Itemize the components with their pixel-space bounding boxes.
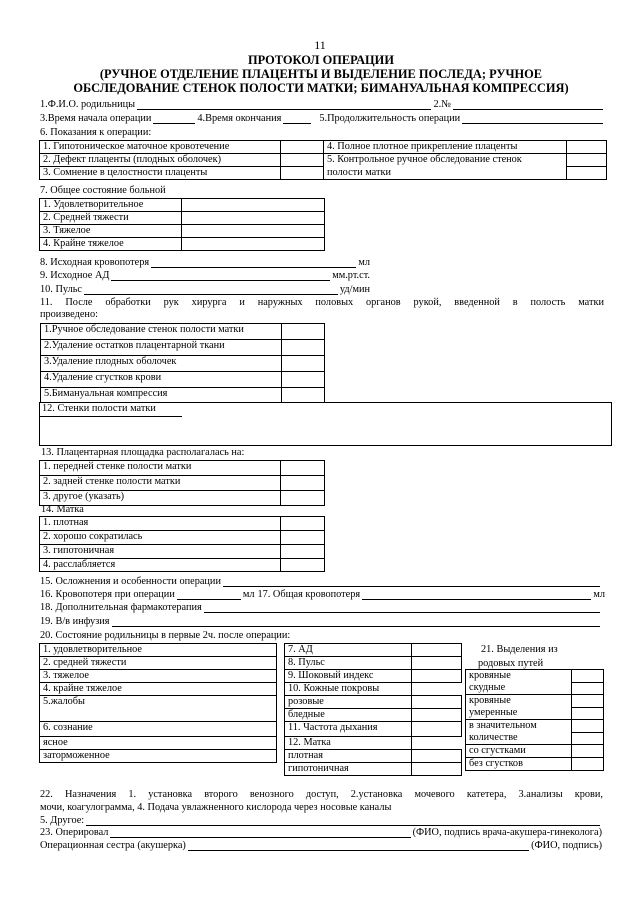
total-blood-loss-unit: мл — [593, 589, 605, 600]
surgeon-field[interactable] — [110, 828, 410, 838]
discharge-3b: количестве — [466, 732, 572, 745]
initial-bp-label: 9. Исходное АД — [40, 270, 110, 281]
skin-label: 10. Кожные покровы — [285, 683, 412, 696]
nurse-row — [40, 840, 602, 851]
discharge-2a: кровяные — [466, 695, 572, 708]
start-time-field[interactable] — [153, 114, 195, 124]
indication-5: 5. Контрольное ручное обследование стенок — [324, 154, 567, 167]
uterus-firm: плотная — [285, 750, 412, 763]
uterine-walls-label: 12. Стенки полости матки — [42, 403, 156, 414]
fio-field[interactable] — [137, 100, 431, 110]
placental-site-1-cell[interactable] — [281, 461, 325, 476]
uterus-2-cell[interactable] — [281, 531, 325, 545]
form-title: ПРОТОКОЛ ОПЕРАЦИИ — [248, 53, 394, 67]
uterus-3-cell[interactable] — [281, 545, 325, 559]
placental-site-label: 13. Плацентарная площадка располагалась на: — [41, 447, 245, 458]
uterus-1: 1. плотная — [40, 517, 281, 531]
state-2: 2. Средней тяжести — [40, 212, 182, 225]
discharge-1b: скудные — [466, 682, 572, 695]
discharge-2b: умеренные — [466, 707, 572, 720]
complications-row — [40, 576, 602, 587]
shock-index-label: 9. Шоковый индекс — [285, 670, 412, 683]
op-blood-loss-field[interactable] — [177, 590, 241, 600]
page-number: 11 — [314, 38, 326, 52]
procedure-2-cell[interactable] — [282, 340, 325, 356]
other-field[interactable] — [86, 816, 600, 826]
procedure-3-cell[interactable] — [282, 356, 325, 372]
postop-state-1: 1. удовлетворительное — [40, 644, 277, 657]
discharge-clots: со сгустками — [466, 745, 572, 758]
surgeon-label: 23. Оперировал — [40, 827, 109, 838]
general-state-label: 7. Общее состояние больной — [40, 185, 166, 196]
shock-index-cell[interactable] — [412, 670, 462, 683]
initial-bp-field[interactable] — [111, 271, 330, 281]
skin-pale: бледные — [285, 709, 412, 722]
op-blood-loss-unit: мл — [242, 589, 255, 600]
nurse-label: Операционная сестра (акушерка) — [40, 840, 186, 851]
uterus-table — [39, 516, 325, 572]
consciousness-clear: ясное — [40, 737, 277, 750]
postop-bp-cell[interactable] — [412, 644, 462, 657]
uterus-hypotonic-cell[interactable] — [412, 763, 462, 776]
skin-pink-cell[interactable] — [412, 696, 462, 709]
indication-1-cell[interactable] — [281, 141, 324, 154]
discharge-2b-cell[interactable] — [572, 707, 604, 720]
procedure-1-cell[interactable] — [282, 324, 325, 340]
form-subtitle-1: (РУЧНОЕ ОТДЕЛЕНИЕ ПЛАЦЕНТЫ И ВЫДЕЛЕНИЕ ПОСЛЕДА; РУЧНОЕ — [99, 67, 543, 81]
infusion-field[interactable] — [112, 617, 600, 627]
section-11-text: 11. После обработки рук хирурга и наружных половых органов рукой, введенной в полость матки — [40, 297, 604, 308]
postop-state-3: 3. тяжелое — [40, 670, 277, 683]
nurse-note: (ФИО, подпись) — [531, 840, 602, 851]
discharge-3-cell[interactable] — [572, 720, 604, 733]
uterine-walls-label-line — [39, 416, 182, 417]
duration-label: 5.Продолжительность операции — [319, 113, 461, 124]
postop-pulse-cell[interactable] — [412, 657, 462, 670]
pharmacotherapy-field[interactable] — [204, 603, 600, 613]
discharge-table — [465, 669, 604, 771]
op-blood-loss-label: 16. Кровопотеря при операции — [40, 589, 175, 600]
discharge-label-1: 21. Выделения из — [481, 644, 558, 655]
start-time-label: 3.Время начала операции — [40, 113, 152, 124]
pulse-label: 10. Пульс — [40, 284, 82, 295]
indications-label: 6. Показания к операции: — [40, 127, 152, 138]
surgeon-row — [40, 827, 602, 838]
complications-label: 15. Осложнения и особенности операции — [40, 576, 221, 587]
discharge-no-clots: без сгустков — [466, 758, 572, 771]
general-state-table — [39, 198, 325, 251]
skin-pale-cell[interactable] — [412, 709, 462, 722]
procedure-4-cell[interactable] — [282, 372, 325, 388]
placental-site-2-cell[interactable] — [281, 476, 325, 491]
pulse-row — [40, 284, 370, 295]
resp-rate-cell[interactable] — [412, 722, 462, 737]
state-4-cell[interactable] — [182, 238, 325, 251]
pharmacotherapy-label: 18. Дополнительная фармакотерапия — [40, 602, 202, 613]
state-3: 3. Тяжелое — [40, 225, 182, 238]
fio-label: 1.Ф.И.О. родильницы — [40, 99, 136, 110]
indication-5b-cell[interactable] — [567, 167, 607, 180]
indication-2-cell[interactable] — [281, 154, 324, 167]
placental-site-2: 2. задней стенке полости матки — [40, 476, 281, 491]
postop-state-table — [39, 643, 462, 776]
surgeon-note: (ФИО, подпись врача-акушера-гинеколога) — [412, 827, 602, 838]
uterus-label: 14. Матка — [41, 504, 84, 515]
consciousness-label: 6. сознание — [40, 722, 277, 737]
uterus-3: 3. гипотоничная — [40, 545, 281, 559]
procedure-5: 5.Бимануальная компрессия — [41, 388, 282, 403]
skin-pink: розовые — [285, 696, 412, 709]
number-label: 2.№ — [433, 99, 451, 110]
uterus-1-cell[interactable] — [281, 517, 325, 531]
procedure-1: 1.Ручное обследование стенок полости матки — [41, 324, 282, 340]
indication-3: 3. Сомнение в целостности плаценты — [40, 167, 281, 180]
procedures-table — [40, 323, 325, 403]
initial-blood-loss-field[interactable] — [151, 258, 356, 268]
state-1: 1. Удовлетворительное — [40, 199, 182, 212]
postop-state-4: 4. крайне тяжелое — [40, 683, 277, 696]
section-11-text-2: произведено: — [40, 309, 98, 320]
postop-state-2: 2. средней тяжести — [40, 657, 277, 670]
state-2-cell[interactable] — [182, 212, 325, 225]
fio-row — [40, 99, 605, 110]
time-row — [40, 113, 605, 124]
end-time-label: 4.Время окончания — [197, 113, 282, 124]
discharge-1a: кровяные — [466, 670, 572, 683]
state-1-cell[interactable] — [182, 199, 325, 212]
number-field[interactable] — [453, 100, 603, 110]
uterus-label-20: 12. Матка — [285, 737, 412, 750]
nurse-field[interactable] — [188, 841, 529, 851]
other-row — [40, 815, 602, 826]
prescriptions-text: 22. Назначения 1. установка второго венозного доступ, 2.установка мочевого катетера, 3.анализы крови, — [40, 789, 603, 800]
uterus-2: 2. хорошо сократилась — [40, 531, 281, 545]
discharge-2-cell[interactable] — [572, 695, 604, 708]
total-blood-loss-field[interactable] — [362, 590, 591, 600]
uterus-firm-cell[interactable] — [412, 750, 462, 763]
initial-blood-loss-unit: мл — [358, 257, 370, 268]
uterus-4-cell[interactable] — [281, 559, 325, 572]
discharge-clots-cell[interactable] — [572, 745, 604, 758]
procedure-5-cell[interactable] — [282, 388, 325, 403]
complaints-label: 5.жалобы — [40, 696, 277, 709]
procedure-2: 2.Удаление остатков плацентарной ткани — [41, 340, 282, 356]
uterus-4: 4. расслабляется — [40, 559, 281, 572]
discharge-label-2: родовых путей — [478, 658, 544, 669]
infusion-row — [40, 616, 602, 627]
indication-2: 2. Дефект плаценты (плодных оболочек) — [40, 154, 281, 167]
placental-site-1: 1. передней стенке полости матки — [40, 461, 281, 476]
end-time-field[interactable] — [283, 114, 311, 124]
initial-bp-unit: мм.рт.ст. — [332, 270, 370, 281]
indication-1: 1. Гипотоническое маточное кровотечение — [40, 141, 281, 154]
pharmacotherapy-row — [40, 602, 602, 613]
resp-rate-label: 11. Частота дыхания — [285, 722, 412, 737]
infusion-label: 19. В/в инфузия — [40, 616, 110, 627]
indication-3-cell[interactable] — [281, 167, 324, 180]
blood-loss-row — [40, 589, 605, 600]
postop-pulse-label: 8. Пульс — [285, 657, 412, 670]
total-blood-loss-label: 17. Общая кровопотеря — [257, 589, 361, 600]
postop-state-label: 20. Состояние родильницы в первые 2ч. после операции: — [40, 630, 291, 641]
pulse-field[interactable] — [84, 285, 338, 295]
complaints-field[interactable] — [40, 709, 277, 722]
postop-bp-label: 7. АД — [285, 644, 412, 657]
discharge-1-cell[interactable] — [572, 670, 604, 683]
pulse-unit: уд/мин — [339, 284, 370, 295]
procedure-3: 3.Удаление плодных оболочек — [41, 356, 282, 372]
discharge-3b-cell[interactable] — [572, 732, 604, 745]
form-subtitle-2: ОБСЛЕДОВАНИЕ СТЕНОК ПОЛОСТИ МАТКИ; БИМАНУАЛЬНАЯ КОМПРЕССИЯ) — [73, 81, 569, 95]
placental-site-table — [39, 460, 325, 506]
indication-4: 4. Полное плотное прикрепление плаценты — [324, 141, 567, 154]
initial-blood-loss-row — [40, 257, 370, 268]
state-4: 4. Крайне тяжелое — [40, 238, 182, 251]
state-3-cell[interactable] — [182, 225, 325, 238]
other-label: 5. Другое: — [40, 815, 85, 826]
initial-blood-loss-label: 8. Исходная кровопотеря — [40, 257, 150, 268]
indication-4-cell[interactable] — [567, 141, 607, 154]
discharge-1b-cell[interactable] — [572, 682, 604, 695]
indication-5-cell[interactable] — [567, 154, 607, 167]
placental-site-3: 3. другое (указать) — [40, 491, 281, 506]
initial-bp-row — [40, 270, 370, 281]
discharge-no-clots-cell[interactable] — [572, 758, 604, 771]
indication-5-cont: полости матки — [324, 167, 567, 180]
prescriptions-text-2: мочи, коагулограмма, 4. Подача увлажненного кислорода через носовые каналы — [40, 802, 392, 813]
indications-table — [39, 140, 607, 180]
discharge-3a: в значительном — [466, 720, 572, 733]
uterus-hypotonic: гипотоничная — [285, 763, 412, 776]
consciousness-stupor: заторможенное — [40, 750, 277, 763]
complications-field[interactable] — [223, 577, 600, 587]
placental-site-3-cell[interactable] — [281, 491, 325, 506]
duration-field[interactable] — [462, 114, 603, 124]
procedure-4: 4.Удаление сгустков крови — [41, 372, 282, 388]
